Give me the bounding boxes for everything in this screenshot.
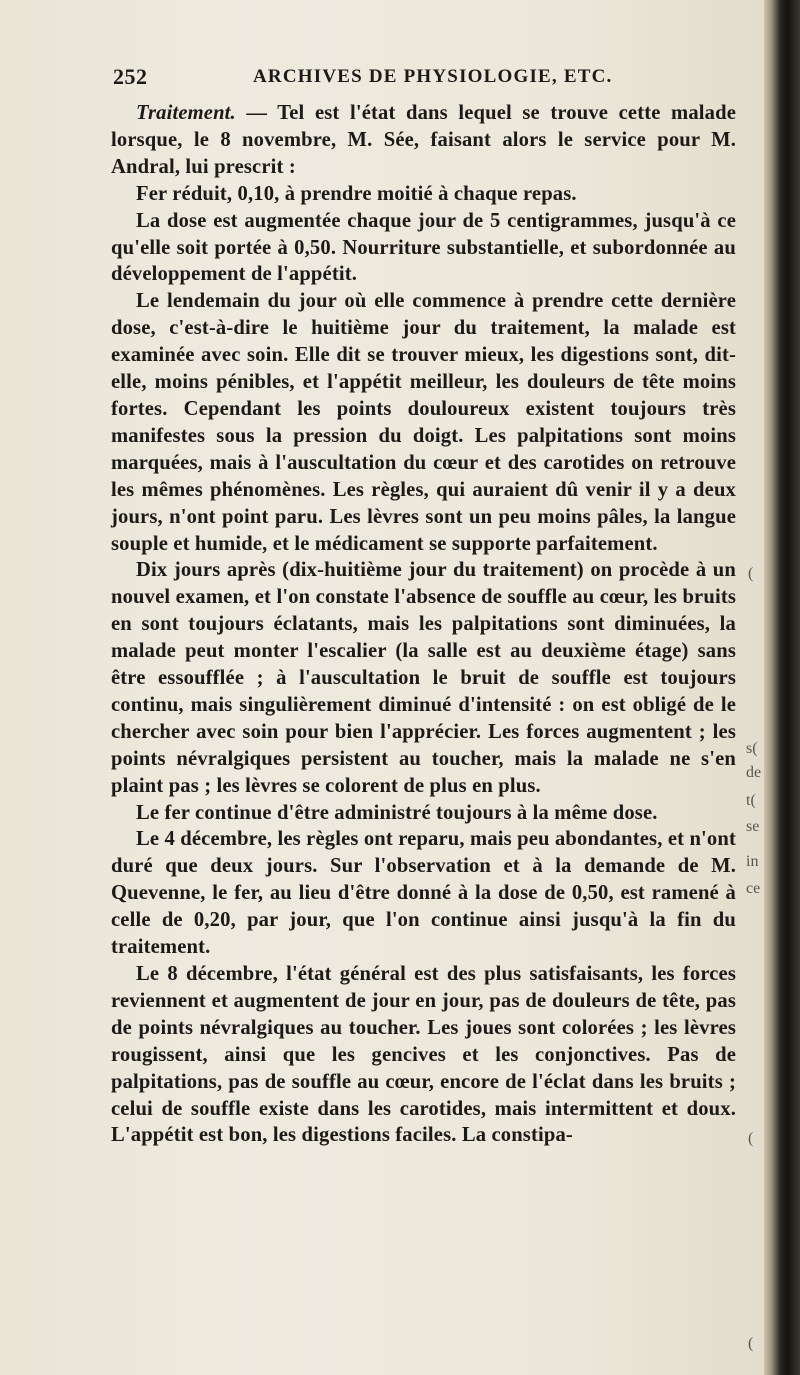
margin-mark: in bbox=[746, 853, 759, 870]
margin-mark: ( bbox=[748, 565, 754, 582]
margin-mark: ce bbox=[746, 880, 761, 897]
page-header bbox=[113, 64, 733, 94]
margin-mark: ( bbox=[748, 1130, 754, 1147]
body-text bbox=[111, 100, 736, 1149]
margin-mark: t( bbox=[746, 792, 756, 809]
paragraph: Dix jours après (dix-huitième jour du traitement) on procède à un nouvel examen, et l'on constate l'absence de souffle au cœur, les bruits en sont toujours éclatants, mais les palpitations sont diminuées, la malade peut monter l'escalier (la salle est au deuxième étage) sans être essoufflée ; à l'auscultation le bruit de souffle est toujours continu, mais singulièrement diminué d'intensité : on est obligé de le chercher avec soin pour bien l'apprécier. Les forces augmentent ; les points névralgiques persistent au toucher, mais la malade ne s'en plaint pas ; les lèvres se colorent de plus en plus. bbox=[111, 559, 736, 797]
margin-mark: s( bbox=[746, 740, 758, 757]
paragraph: La dose est augmentée chaque jour de 5 centigrammes, jusqu'à ce qu'elle soit portée à 0,50. Nourriture substantielle, et subordonnée au développement de l'appétit. bbox=[111, 209, 736, 286]
paragraph: Le fer continue d'être administré toujours à la même dose. bbox=[136, 801, 658, 824]
facing-page-marks bbox=[744, 0, 764, 1375]
paragraph: Traitement. — Tel est l'état dans lequel se trouve cette malade lorsque, le 8 novembre, M. Sée, faisant alors le service pour M. Andral, lui prescrit : bbox=[111, 102, 736, 178]
paragraph: Le lendemain du jour où elle commence à prendre cette dernière dose, c'est-à-dire le huitième jour du traitement, la malade est examinée avec soin. Elle dit se trouver mieux, les digestions sont, dit-elle, moins pénibles, et l'appétit meilleur, les douleurs de tête moins fortes. Cependant les points douloureux existent toujours très manifestes sous la pression du doigt. Les palpitations sont moins marquées, mais à l'auscultation du cœur et des carotides on retrouve les mêmes phénomènes. Les règles, qui auraient dû venir il y a deux jours, n'ont point paru. Les lèvres sont un peu moins pâles, la langue souple et humide, et le médicament se supporte parfaitement. bbox=[111, 290, 736, 555]
margin-mark: ( bbox=[748, 1335, 754, 1352]
paragraph: Le 8 décembre, l'état général est des plus satisfaisants, les forces reviennent et augmentent de jour en jour, pas de douleurs de tête, pas de points névralgiques au toucher. Les joues sont colorées ; les lèvres rougissent, ainsi que les gencives et les conjonctives. Pas de palpitations, pas de souffle au cœur, encore de l'éclat dans les bruits ; celui de souffle existe dans les carotides, mais intermittent et doux. L'appétit est bon, les digestions faciles. La constipa- bbox=[111, 963, 736, 1147]
margin-mark: se bbox=[746, 818, 760, 835]
margin-mark: de bbox=[746, 764, 762, 781]
page-number: 252 bbox=[113, 64, 148, 89]
book-spine-shadow bbox=[764, 0, 800, 1375]
running-title: ARCHIVES DE PHYSIOLOGIE, ETC. bbox=[253, 66, 613, 87]
section-lead: Traitement. bbox=[136, 102, 236, 124]
paragraph: Le 4 décembre, les règles ont reparu, mais peu abondantes, et n'ont duré que deux jours. Sur l'observation et à la demande de M. Quevenne, le fer, au lieu d'être donné à la dose de 0,50, est ramené à celle de 0,20, par jour, que l'on continue ainsi jusqu'à la fin du traitement. bbox=[111, 828, 736, 959]
paragraph: Fer réduit, 0,10, à prendre moitié à chaque repas. bbox=[136, 182, 577, 205]
